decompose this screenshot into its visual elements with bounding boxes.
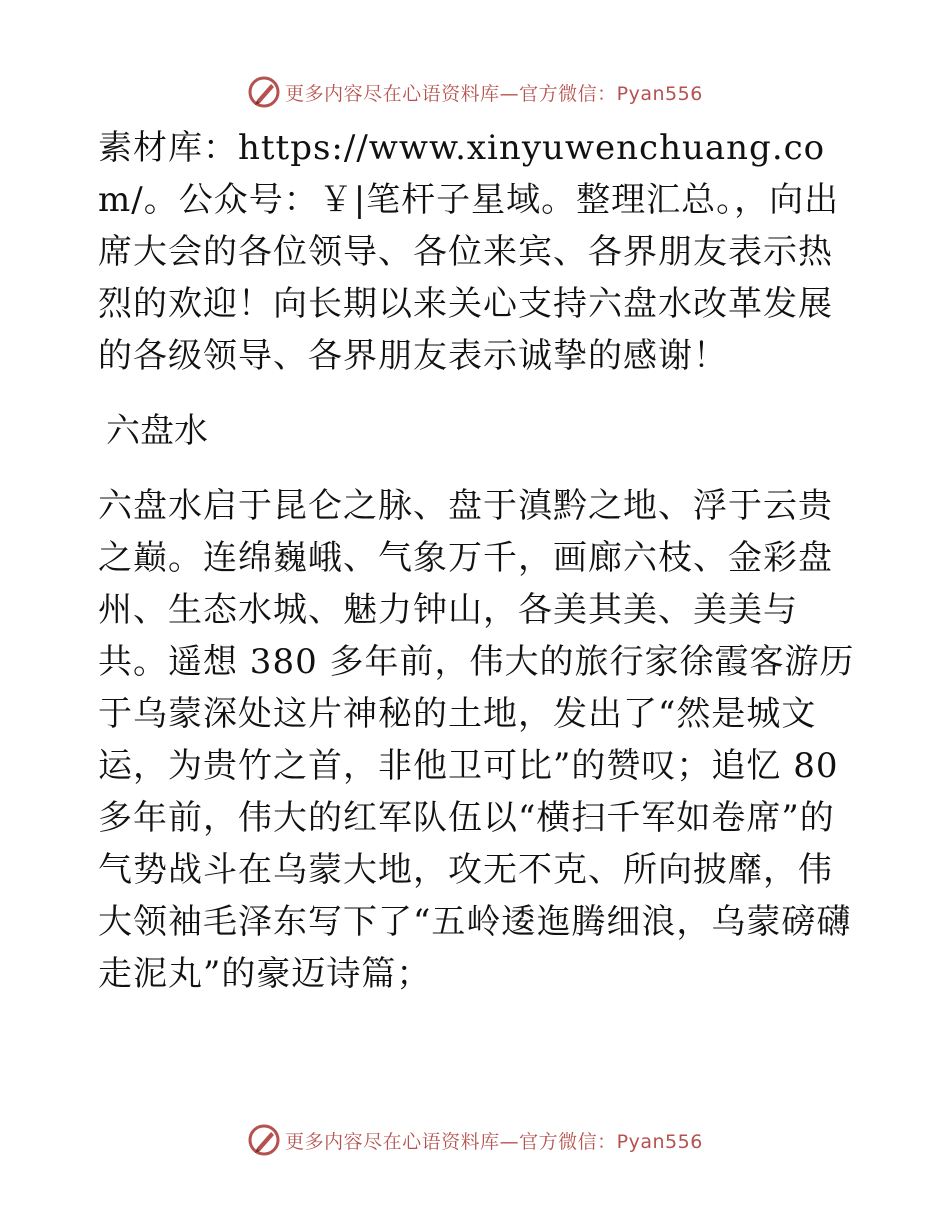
header-banner [0, 72, 950, 112]
section-heading: 六盘水 [106, 411, 208, 451]
footer-banner-text: 更多内容尽在心语资料库—官方微信：Pyan556 [285, 1130, 703, 1153]
body-paragraph: 六盘水启于昆仑之脉、盘于滇黔之地、浮于云贵之巅。连绵巍峨、气象万千，画廊六枝、金彩盘州、生态水城、魅力钟山，各美其美、美美与共。遥想 380 多年前，伟大的旅行家徐霞客游历于乌蒙深处这片神秘的土地，发出了“然是城文运，为贵竹之首，非他卫可比”的赞叹；追忆 80 多年前，伟大的红军队伍以“横扫千军如卷席”的气势战斗在乌蒙大地，攻无不克、所向披靡，伟大领袖毛泽东写下了“五岭逶迤腾细浪，乌蒙磅礴走泥丸”的豪迈诗篇； [98, 486, 855, 994]
footer-banner [0, 1120, 950, 1160]
pen-logo-icon [247, 75, 281, 109]
header-banner-text: 更多内容尽在心语资料库—官方微信：Pyan556 [285, 82, 703, 105]
intro-paragraph: 素材库：https://www.xinyuwenchuang.com/。公众号：￥|笔杆子星域。整理汇总。，向出席大会的各位领导、各位来宾、各界朋友表示热烈的欢迎！向长期以来关心支持六盘水改革发展的各级领导、各界朋友表示诚挚的感谢！ [98, 128, 840, 376]
document-body [98, 122, 858, 1000]
pen-logo-icon [247, 1123, 281, 1157]
